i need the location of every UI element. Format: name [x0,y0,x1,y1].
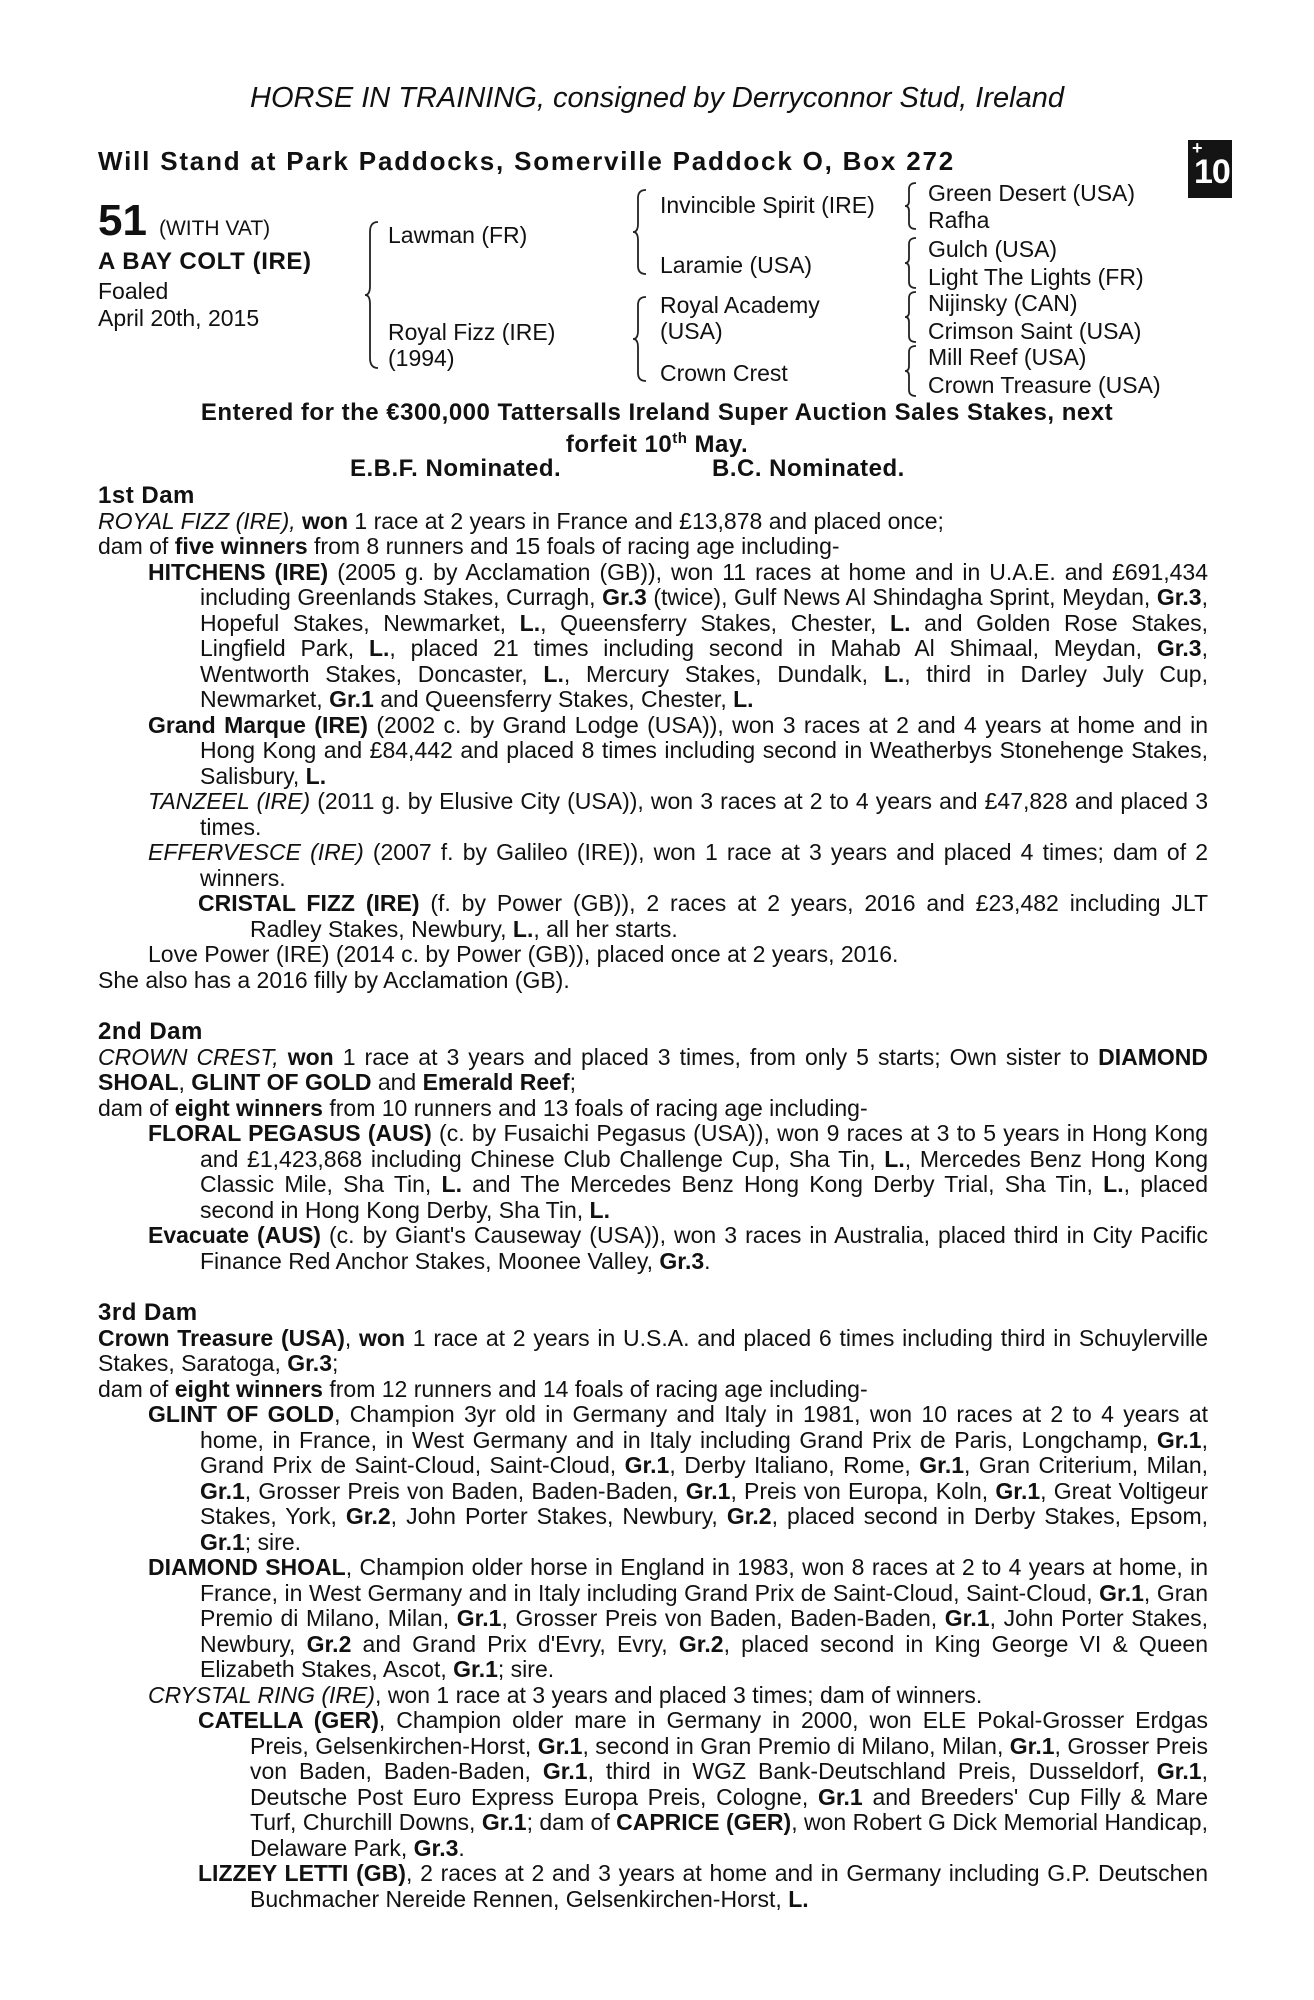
pedigree-g3: Crown Treasure (USA) [928,372,1161,398]
produce-entry [98,942,1208,968]
text-run: L. [890,609,911,636]
text-run: TANZEEL (IRE) [148,788,311,814]
text-run: , Gran Premio di Milano, Milan, [200,1579,1208,1631]
text-run: , [344,1324,360,1351]
foaled-date: April 20th, 2015 [98,305,260,331]
text-run: Gr.2 [678,1630,724,1657]
text-run: Gr.1 [481,1809,527,1835]
race-entry [80,400,1234,458]
text-run: HITCHENS (IRE) [148,558,329,585]
text-run: CRYSTAL RING (IRE) [148,1681,376,1708]
text-run: She also has a 2016 filly by Acclamation (GB). [98,966,570,993]
text-run: , placed second in Hong Kong Derby, Sha Tin, [200,1171,1208,1223]
text-run: from 8 runners and 15 foals of racing age including- [307,533,840,559]
produce-entry [98,1708,1208,1861]
text-run: Gr.2 [726,1503,772,1529]
text-run: Grand Marque (IRE) [148,711,368,738]
text-run: CATELLA (GER) [198,1707,379,1733]
foaled-info [98,278,259,332]
text-run: , Grosser Preis von Baden, Baden-Baden, [250,1732,1208,1784]
text-run: Emerald Reef [422,1069,570,1095]
text-run: DIAMOND SHOAL [148,1554,346,1580]
text-run: , Great Voltigeur Stakes, York, [200,1477,1209,1529]
text-run: and [371,1069,423,1095]
text-run: GLINT OF GOLD [148,1401,335,1427]
text-run: , Grosser Preis von Baden, Baden-Baden, [501,1605,945,1631]
text-run: Gr.1 [200,1528,245,1555]
text-run: (c. by Giant's Causeway (USA)), won 3 races in Australia, placed third in City Pacific Finance Red Anchor Stakes, Moonee Valley, [200,1222,1209,1274]
text-run: from 12 runners and 14 foals of racing age including- [322,1375,868,1402]
text-run: , Wentworth Stakes, Doncaster, [200,635,1208,687]
produce-note [98,968,1208,994]
text-run: , placed second in King George VI & Queen Elizabeth Stakes, Ascot, [200,1630,1208,1682]
text-run: Gr.1 [1009,1732,1055,1759]
text-run: , all her starts. [533,915,678,942]
text-run: , second in Gran Premio di Milano, Milan, [582,1732,1010,1759]
text-run: L. [883,660,905,687]
text-run: and Breeders' Cup Filly & Mare Turf, Churchill Downs, [250,1783,1208,1835]
text-run: (f. by Power (GB)), 2 races at 2 years, 2016 and £23,482 including JLT Radley Stakes, Newbury, [250,890,1208,942]
produce-entry [98,1402,1208,1555]
produce-entry [98,713,1208,790]
pedigree-sire: Lawman (FR) [388,222,528,248]
entry-line-1: Entered for the €300,000 Tattersalls Ireland Super Auction Sales Stakes, next [200,399,1114,426]
pedigree-dam-year: (1994) [388,345,455,371]
lot-number-line [98,196,270,246]
text-run: ; sire. [497,1656,555,1682]
text-run: , third in WGZ Bank-Deutschland Preis, Dusseldorf, [587,1758,1157,1784]
produce-entry [98,1555,1208,1683]
produce-entry [98,1223,1208,1274]
text-run: L. [441,1171,462,1197]
lot-number: 51 [98,196,147,245]
text-run: L. [733,686,754,712]
text-run: Gr.3 [1156,635,1202,661]
second-dam-produce-summary [98,1096,1208,1122]
text-run: dam of [98,533,175,559]
text-run: five winners [174,533,308,559]
text-run: , third in Darley July Cup, Newmarket, [200,660,1208,712]
text-run: . [704,1247,711,1274]
text-run: , placed second in Derby Stakes, Epsom, [771,1503,1208,1529]
text-run: Gr.1 [200,1477,245,1504]
text-run: Gr.1 [624,1452,670,1478]
text-run: 1 race at 2 years in France and £13,878 and placed once; [348,507,944,534]
text-run: Gr.3 [413,1834,459,1861]
text-run: Gr.1 [1099,1579,1144,1606]
stand-location: Will Stand at Park Paddocks, Somerville Paddock O, Box 272 [98,146,955,176]
text-run: , Champion older horse in England in 1983, won 8 races at 2 to 4 years at home, in France, in West Germany and in Italy including Grand Prix de Saint-Cloud, Saint-Cloud, [200,1554,1208,1606]
text-run: , [178,1069,192,1095]
text-run: Gr.2 [345,1503,391,1529]
text-run: EFFERVESCE (IRE) [148,839,364,865]
text-run: Gr.1 [1156,1758,1202,1784]
text-run: (2007 f. by Galileo (IRE)), won 1 race at 3 years and placed 4 times; dam of 2 winners. [200,839,1208,891]
text-run: and Grand Prix d'Evry, Evry, [351,1630,679,1657]
text-run: Gr.1 [542,1758,588,1784]
pedigree-brace [904,236,918,290]
text-run: Love Power (IRE) (2014 c. by Power (GB)), placed once at 2 years, 2016. [148,941,899,967]
pedigree-g3: Mill Reef (USA) [928,344,1087,370]
text-run: Gr.3 [1156,584,1202,610]
ebf-nomination: E.B.F. Nominated. [350,455,562,482]
badge-number: 10 [1194,153,1230,191]
text-run: FLORAL PEGASUS (AUS) [148,1120,432,1146]
text-run: , Grosser Preis von Baden, Baden-Baden, [244,1477,686,1504]
text-run: won [302,507,349,534]
text-run: , Champion 3yr old in Germany and Italy in 1981, won 10 races at 2 to 4 years at home, in France, in West Germany and in Italy including Grand Prix de Paris, Longchamp, [200,1401,1208,1453]
text-run: dam of [98,1375,175,1402]
text-run: LIZZEY LETTI (GB) [198,1860,406,1886]
pedigree-brace [632,295,648,383]
second-dam-heading: 2nd Dam [98,1018,203,1045]
text-run: Gr.1 [537,1732,583,1759]
text-run: Gr.3 [659,1247,705,1274]
text-run: , 2 races at 2 and 3 years at home and in Germany including G.P. Deutschen Buchmacher Nereide Rennen, Gelsenkirchen-Horst, [250,1860,1208,1912]
text-run: Gr.3 [602,584,647,610]
first-dam-produce-summary [98,534,1208,560]
text-run: ; dam of [526,1809,617,1835]
produce-entry [98,1121,1208,1223]
third-dam-produce-summary [98,1377,1208,1403]
text-run: L. [1103,1171,1124,1197]
text-run: , Queensferry Stakes, Chester, [540,609,891,636]
lot-description: A BAY COLT (IRE) [98,248,312,275]
text-run: L. [368,635,390,661]
text-run: dam of [98,1094,175,1121]
text-run: (c. by Fusaichi Pegasus (USA)), won 9 races at 3 to 5 years in Hong Kong and £1,423,868 including Chinese Club Challenge Cup, Sha Tin, [200,1120,1208,1172]
text-run: L. [305,762,327,789]
text-run: GLINT OF GOLD [191,1069,372,1095]
text-run: won [287,1043,334,1070]
pedigree-g3: Gulch (USA) [928,236,1058,262]
pedigree-brace [364,220,380,370]
produce-entry [98,789,1208,840]
text-run: eight winners [174,1375,323,1402]
text-run: , won 1 race at 3 years and placed 3 times; dam of winners. [375,1681,983,1708]
text-run: Gr.1 [1156,1426,1202,1453]
pedigree-g3: Crimson Saint (USA) [928,318,1142,344]
third-dam-record [98,1326,1208,1377]
text-run: L. [519,609,541,636]
text-run: , Preis von Europa, Koln, [730,1477,996,1504]
vat-note: (WITH VAT) [158,217,271,240]
pedigree-sire-dam: Laramie (USA) [660,252,813,278]
entry-forfeit-suffix: th [672,430,688,447]
text-run: 1 race at 3 years and placed 3 times, from only 5 starts; Own sister to [333,1043,1099,1070]
text-run: , John Porter Stakes, Newbury, [200,1605,1209,1657]
text-run: . [458,1834,465,1861]
text-run: , Deutsche Post Euro Express Europa Preis, Cologne, [250,1758,1208,1810]
text-run: Gr.1 [995,1477,1041,1504]
text-run: ; sire. [244,1528,301,1555]
text-run: eight winners [174,1094,323,1121]
catalogue-body [98,483,1208,1912]
text-run: Gr.1 [456,1605,502,1631]
text-run: (2005 g. by Acclamation (GB)), won 11 races at home and in U.A.E. and £691,434 including Greenlands Stakes, Curragh, [200,558,1208,610]
text-run: , Mercury Stakes, Dundalk, [563,660,884,687]
text-run: , Hopeful Stakes, Newmarket, [200,584,1208,636]
text-run: from 10 runners and 13 foals of racing age including- [322,1094,868,1121]
text-run: , won Robert G Dick Memorial Handicap, Delaware Park, [250,1809,1208,1861]
text-run: CRISTAL FIZZ (IRE) [198,890,420,916]
text-run: , placed 21 times including second in Mahab Al Shimaal, Meydan, [389,635,1157,661]
text-run: Evacuate (AUS) [148,1222,321,1248]
text-run: Gr.1 [453,1656,498,1682]
first-dam-record [98,509,1208,535]
third-dam-heading: 3rd Dam [98,1299,198,1326]
text-run: L. [543,660,564,687]
text-run: (twice), Gulf News Al Shindagha Sprint, Meydan, [646,584,1157,610]
badge-plus: + [1192,138,1203,158]
text-run: L. [589,1196,610,1223]
pedigree-brace [904,344,918,398]
text-run: Gr.1 [919,1452,965,1478]
text-run: (2002 c. by Grand Lodge (USA)), won 3 races at 2 and 4 years at home and in Hong Kong and £84,442 and placed 8 times including second in Weatherbys Stonehenge Stakes, Salisbury, [200,711,1208,789]
text-run: , Derby Italiano, Rome, [669,1452,920,1478]
text-run: CAPRICE (GER) [616,1809,792,1835]
text-run: Gr.1 [944,1605,990,1631]
pedigree-g3: Light The Lights (FR) [928,264,1144,290]
text-run: ; [569,1069,576,1095]
produce-entry [98,560,1208,713]
pedigree-g3: Nijinsky (CAN) [928,290,1078,316]
pedigree-dam-sire: Royal Academy [660,292,820,318]
text-run: Gr.1 [329,686,374,712]
pedigree-brace [904,181,918,231]
text-run: and The Mercedes Benz Hong Kong Derby Trial, Sha Tin, [461,1171,1104,1197]
entry-forfeit: forfeit 10 [565,431,673,458]
produce-entry [98,1683,1208,1709]
pedigree-brace [632,188,648,276]
text-run: ; [332,1350,339,1376]
entry-line-2 [80,426,1234,458]
text-run: , John Porter Stakes, Newbury, [390,1503,727,1529]
text-run: ROYAL FIZZ (IRE), [98,507,303,534]
second-dam-record [98,1045,1208,1096]
text-run: , Gran Criterium, Milan, [964,1452,1208,1478]
text-run: L. [512,915,534,942]
text-run: 1 race at 2 years in U.S.A. and placed 6 times including third in Schuylerville Stakes, Saratoga, [98,1324,1208,1376]
pedigree-g3: Green Desert (USA) [928,180,1136,206]
text-run: , Grand Prix de Saint-Cloud, Saint-Cloud, [200,1426,1208,1478]
text-run: (2011 g. by Elusive City (USA)), won 3 races at 2 to 4 years and £47,828 and placed 3 times. [200,788,1208,840]
text-run: Crown Treasure (USA) [98,1324,345,1351]
page-title: HORSE IN TRAINING, consigned by Derryconnor Stud, Ireland [250,82,1064,114]
text-run: Gr.1 [817,1783,863,1810]
text-run: , Mercedes Benz Hong Kong Classic Mile, Sha Tin, [200,1145,1208,1197]
text-run: DIAMOND SHOAL [98,1043,1208,1095]
bc-nomination: B.C. Nominated. [712,455,905,482]
first-dam-heading: 1st Dam [98,482,195,509]
pedigree-g3: Rafha [928,207,990,233]
pedigree-dam-dam: Crown Crest [660,360,788,386]
text-run: L. [884,1145,905,1172]
text-run: and Queensferry Stakes, Chester, [373,686,734,712]
lot-badge [1188,140,1232,198]
foaled-label: Foaled [98,278,169,304]
pedigree-brace [904,290,918,344]
produce-entry [98,891,1208,942]
text-run: , Champion older mare in Germany in 2000, won ELE Pokal-Grosser Erdgas Preis, Gelsenkirchen-Horst, [250,1707,1208,1759]
pedigree-dam: Royal Fizz (IRE) [388,319,556,345]
produce-entry [98,840,1208,891]
pedigree-sire-sire: Invincible Spirit (IRE) [660,192,875,218]
text-run: won [359,1324,406,1351]
entry-forfeit-month: May. [687,431,749,458]
text-run: Gr.3 [287,1350,332,1376]
text-run: L. [788,1885,809,1912]
text-run: CROWN CREST, [98,1043,288,1070]
pedigree-dam-sire-country: (USA) [660,318,723,344]
text-run: Gr.1 [685,1477,731,1504]
text-run: and Golden Rose Stakes, Lingfield Park, [200,609,1209,661]
produce-entry [98,1861,1208,1912]
text-run: Gr.2 [306,1630,352,1657]
